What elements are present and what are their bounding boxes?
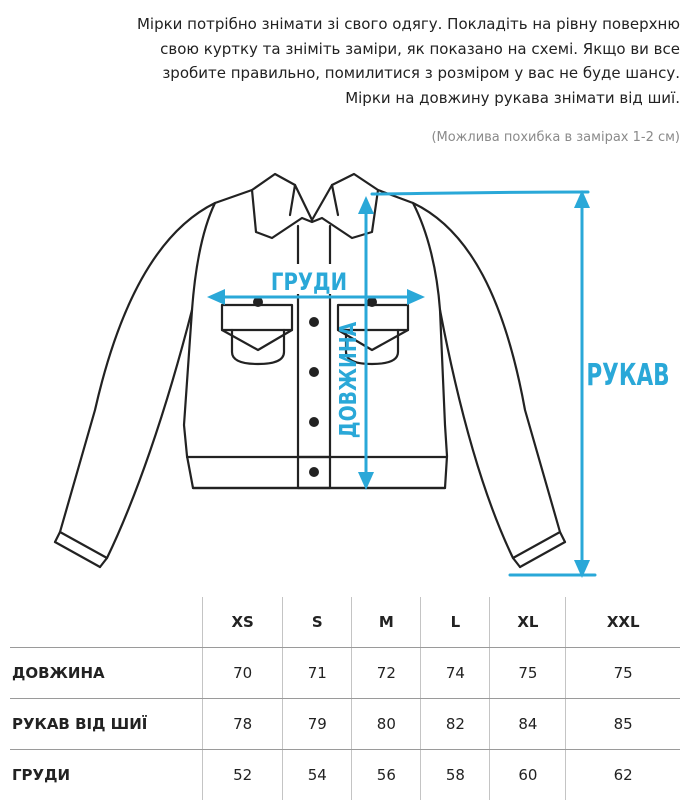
table-cell: 71 (283, 648, 352, 699)
table-cell: 80 (352, 699, 421, 750)
instructions-line: свою куртку та зніміть заміри, як показано на схемі. Якщо ви все (160, 39, 680, 58)
table-cell: 58 (421, 750, 490, 800)
table-cell: 62 (566, 750, 680, 800)
jacket-button (309, 317, 319, 327)
jacket-measurement-diagram (0, 160, 695, 585)
instructions-line: Мірки на довжину рукава знімати від шиї. (345, 88, 680, 107)
row-label-chest: ГРУДИ (10, 750, 203, 800)
jacket-button (309, 367, 319, 377)
measurement-error-note: (Можлива похибка в замірах 1-2 см) (431, 130, 680, 145)
size-header: L (421, 597, 490, 648)
table-row (10, 648, 680, 699)
table-cell: 74 (421, 648, 490, 699)
table-corner-cell (10, 597, 203, 648)
chest-label: ГРУДИ (270, 269, 348, 297)
row-label-sleeve: РУКАВ ВІД ШИЇ (10, 699, 203, 750)
measurement-lines (214, 192, 595, 575)
chest-arrow-left-head (207, 289, 225, 305)
jacket-button (309, 467, 319, 477)
size-header: S (283, 597, 352, 648)
row-label-length: ДОВЖИНА (10, 648, 203, 699)
size-header: XL (490, 597, 566, 648)
size-header-row (10, 597, 680, 648)
measurement-arrowheads (207, 190, 590, 578)
table-cell: 75 (490, 648, 566, 699)
length-arrow-top-head (358, 196, 374, 214)
chest-arrow-right-head (407, 289, 425, 305)
table-cell: 82 (421, 699, 490, 750)
table-row (10, 699, 680, 750)
sleeve-label: РУКАВ (586, 358, 670, 394)
table-cell: 56 (352, 750, 421, 800)
table-cell: 84 (490, 699, 566, 750)
jacket-button (309, 417, 319, 427)
table-cell: 78 (203, 699, 283, 750)
size-header: M (352, 597, 421, 648)
table-cell: 72 (352, 648, 421, 699)
size-header: XXL (566, 597, 680, 648)
table-cell: 52 (203, 750, 283, 800)
table-cell: 70 (203, 648, 283, 699)
length-label: ДОВЖИНА (334, 321, 362, 439)
size-chart-table (10, 597, 680, 800)
table-cell: 79 (283, 699, 352, 750)
instructions-text (20, 12, 680, 110)
table-row (10, 750, 680, 800)
table-cell: 54 (283, 750, 352, 800)
size-header: XS (203, 597, 283, 648)
table-cell: 85 (566, 699, 680, 750)
instructions-line: Мірки потрібно знімати зі свого одягу. Покладіть на рівну поверхню (136, 15, 680, 33)
instructions-line: зробите правильно, помилитися з розміром у вас не буде шансу. (162, 64, 680, 82)
table-cell: 60 (490, 750, 566, 800)
table-cell: 75 (566, 648, 680, 699)
